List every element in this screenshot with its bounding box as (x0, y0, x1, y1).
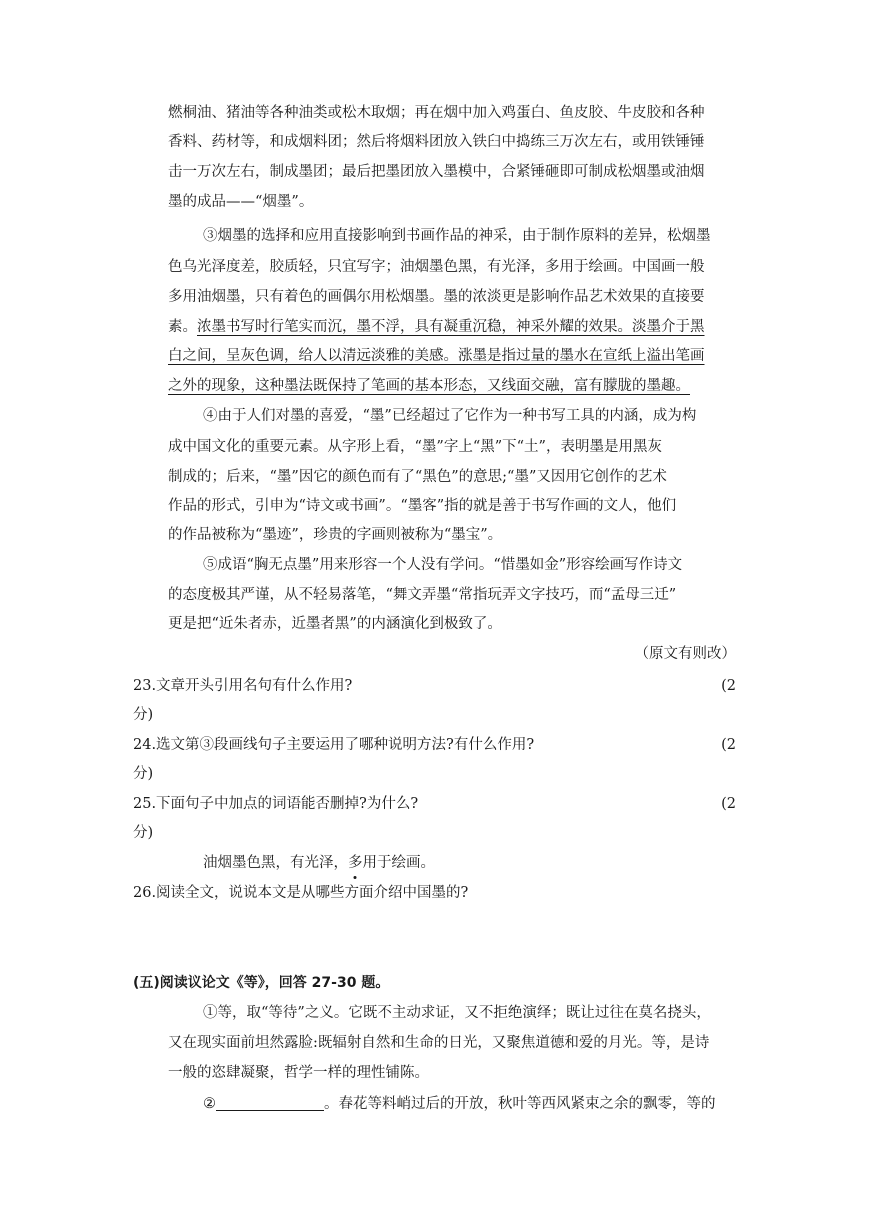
question-score: (2 (721, 678, 736, 694)
question-25: 25.下面句子中加点的词语能否删掉?为什么? (133, 796, 419, 812)
paragraph-4-line: 作品的形式，引申为“诗文或书画”。“墨客”指的就是善于书写作画的文人，他们 (168, 498, 677, 514)
section5-paragraph-line: ①等，取“等待”之义。它既不主动求证，又不拒绝演绎；既让过往在莫名挠头， (203, 1005, 711, 1021)
question-score-unit: 分) (133, 825, 154, 841)
paragraph-text: 。春花等料峭过后的开放，秋叶等西风紧束之余的飘零，等的 (324, 1096, 716, 1112)
section5-paragraph-line: 又在现实面前坦然露脸:既辐射自然和生命的日光，又聚焦道德和爱的月光。等，是诗 (168, 1035, 710, 1051)
underlined-sentence: 白之间，呈灰色调，给人以清远淡雅的美感。涨墨是指过量的墨水在宣纸上溢出笔画 (168, 348, 705, 364)
question-score: (2 (721, 796, 736, 812)
section-heading: (五)阅读议论文《等》，回答 27-30 题。 (133, 975, 390, 991)
question-score-unit: 分) (133, 707, 154, 723)
passage-line: 击一万次左右，制成墨团；最后把墨团放入墨模中，合紧锤砸即可制成松烟墨或油烟 (168, 164, 705, 180)
section5-paragraph-line (203, 1094, 716, 1114)
paragraph-5-line: ⑤成语“胸无点墨”用来形容一个人没有学问。“惜墨如金”形容绘画写作诗文 (203, 557, 683, 573)
passage-line: 墨的成品——“烟墨”。 (168, 194, 314, 210)
paragraph-3-line (168, 317, 705, 337)
dotted-word: 多 (348, 855, 363, 871)
sentence-text: 油烟墨色黑，有光泽， (203, 855, 348, 871)
underlined-sentence: 浓墨书写时行笔实而沉，墨不浮，具有凝重沉稳，神采外耀的效果。淡墨介于黑 (197, 319, 705, 335)
question-score-unit: 分) (133, 766, 154, 782)
question-25-sentence (203, 853, 435, 873)
plain-text: 素。 (168, 319, 197, 335)
paragraph-4-line: 的作品被称为“墨迹”，珍贵的字画则被称为“墨宝”。 (168, 527, 503, 543)
paragraph-3-line: 多用油烟墨，只有着色的画偶尔用松烟墨。墨的浓淡更是影响作品艺术效果的直接要 (168, 289, 705, 305)
paragraph-4-line: 成中国文化的重要元素。从字形上看，“墨”字上“黑”下“土”，表明墨是用黑灰 (168, 439, 662, 455)
paragraph-5-line: 的态度极其严谨，从不轻易落笔，“舞文弄墨“常指玩弄文字技巧，而“孟母三迁” (168, 587, 677, 603)
section5-paragraph-line: 一般的恣肆凝聚，哲学一样的理性铺陈。 (168, 1065, 429, 1081)
paragraph-3-line: ③烟墨的选择和应用直接影响到书画作品的神采，由于制作原料的差异，松烟墨 (203, 228, 711, 244)
paragraph-4-line: 制成的；后来，“墨”因它的颜色而有了“黑色”的意思;“墨”又因用它创作的艺术 (168, 469, 667, 485)
passage-line: 燃桐油、猪油等各种油类或松木取烟；再在烟中加入鸡蛋白、鱼皮胶、牛皮胶和各种 (168, 105, 705, 121)
question-24: 24.选文第③段画线句子主要运用了哪种说明方法?有什么作用? (133, 737, 535, 753)
question-score: (2 (721, 737, 736, 753)
paragraph-number: ② (203, 1096, 216, 1112)
source-note: （原文有则改） (634, 646, 736, 662)
question-26: 26.阅读全文，说说本文是从哪些方面介绍中国墨的? (133, 885, 469, 901)
paragraph-5-line: 更是把“近朱者赤，近墨者黑”的内涵演化到极致了。 (168, 616, 502, 632)
underlined-sentence: 之外的现象，这种墨法既保持了笔画的基本形态，又线面交融，富有朦胧的墨趣。 (168, 378, 690, 394)
passage-line: 香料、药材等，和成烟料团；然后将烟料团放入铁臼中捣练三万次左右，或用铁锤锤 (168, 134, 705, 150)
paragraph-3-line: 色乌光泽度差，胶质轻，只宜写字；油烟墨色黑，有光泽，多用于绘画。中国画一般 (168, 259, 705, 275)
sentence-text: 用于绘画。 (362, 855, 435, 871)
question-23: 23.文章开头引用名句有什么作用? (133, 678, 353, 694)
paragraph-4-line: ④由于人们对墨的喜爱，“墨”已经超过了它作为一种书写工具的内涵，成为构 (203, 408, 697, 424)
fill-in-blank[interactable] (216, 1094, 324, 1111)
